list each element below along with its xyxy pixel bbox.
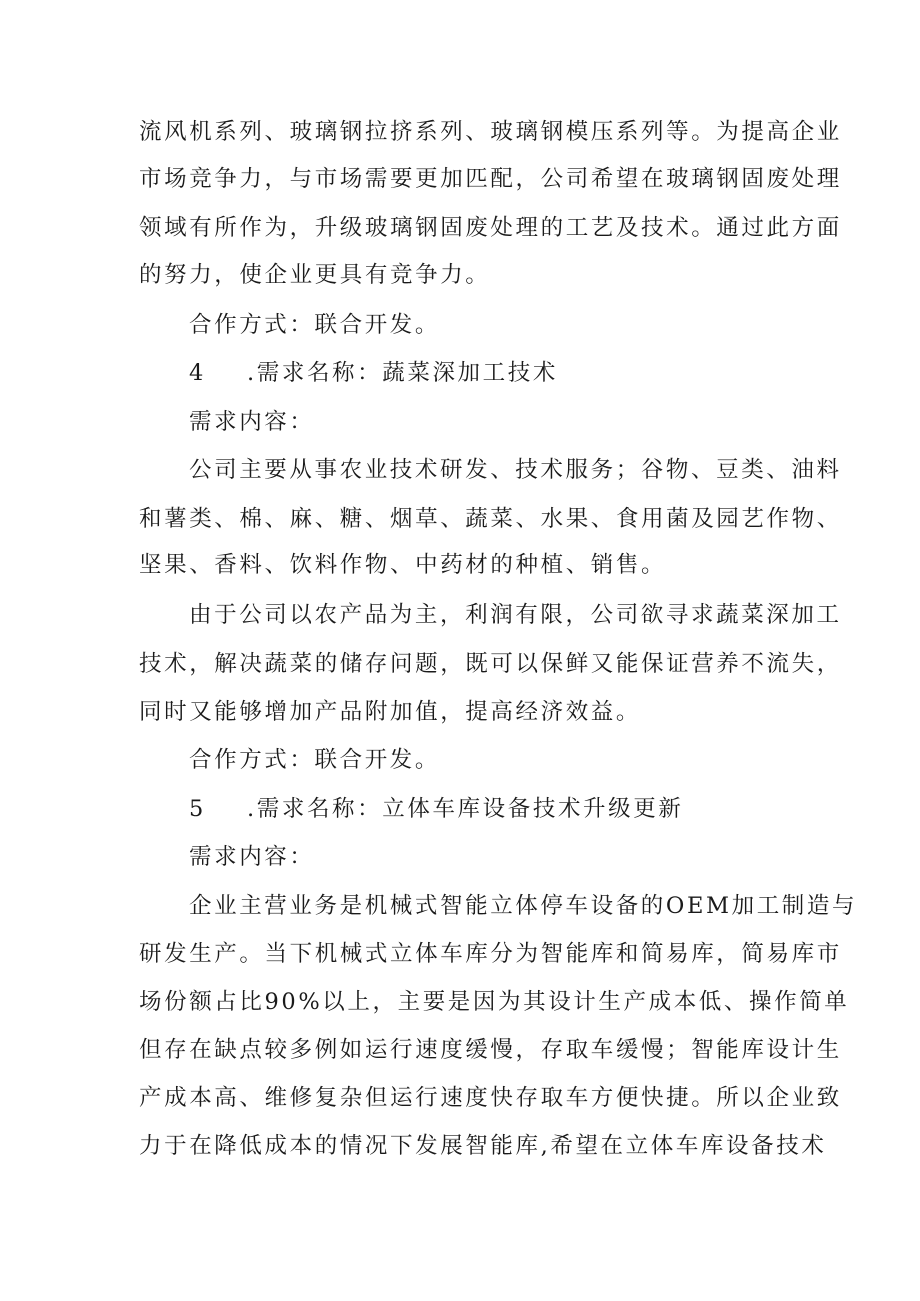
paragraph-line: 流风机系列、玻璃钢拉挤系列、玻璃钢模压系列等。为提高企业 bbox=[139, 119, 842, 145]
paragraph-line: 和薯类、棉、麻、糖、烟草、蔬菜、水果、食用菌及园艺作物、 bbox=[139, 506, 842, 532]
paragraph-line: 市场竞争力，与市场需要更加匹配，公司希望在玻璃钢固废处理 bbox=[139, 166, 842, 192]
demand-heading-5 bbox=[189, 794, 683, 824]
paragraph-line: 研发生产。当下机械式立体车库分为智能库和简易库，简易库市 bbox=[139, 941, 842, 967]
paragraph-line: 公司主要从事农业技术研发、技术服务；谷物、豆类、油料 bbox=[189, 457, 842, 483]
paragraph-line: 坚果、香料、饮料作物、中药材的种植、销售。 bbox=[139, 552, 667, 578]
content-label: 需求内容： bbox=[189, 409, 315, 435]
demand-heading-4 bbox=[189, 358, 558, 388]
paragraph-line: 企业主营业务是机械式智能立体停车设备的OEM加工制造与 bbox=[189, 893, 858, 919]
paragraph-line: 技术，解决蔬菜的储存问题，既可以保鲜又能保证营养不流失， bbox=[139, 651, 842, 677]
paragraph-line: 产成本高、维修复杂但运行速度快存取车方便快捷。所以企业致 bbox=[139, 1085, 842, 1111]
paragraph-line: 但存在缺点较多例如运行速度缓慢，存取车缓慢；智能库设计生 bbox=[139, 1037, 842, 1063]
demand-number: 4 bbox=[189, 360, 206, 386]
paragraph-line: 同时又能够增加产品附加值，提高经济效益。 bbox=[139, 699, 642, 725]
demand-title: .需求名称：蔬菜深加工技术 bbox=[247, 360, 558, 386]
paragraph-line: 场份额占比90%以上，主要是因为其设计生产成本低、操作简单 bbox=[139, 989, 850, 1015]
demand-title: .需求名称：立体车库设备技术升级更新 bbox=[247, 796, 684, 822]
demand-number: 5 bbox=[189, 796, 206, 822]
paragraph-line: 力于在降低成本的情况下发展智能库,希望在立体车库设备技术 bbox=[139, 1133, 827, 1159]
content-label: 需求内容： bbox=[189, 844, 315, 870]
cooperation-mode: 合作方式：联合开发。 bbox=[189, 747, 441, 773]
paragraph-line: 的努力，使企业更具有竞争力。 bbox=[139, 262, 491, 288]
paragraph-line: 由于公司以农产品为主，利润有限，公司欲寻求蔬菜深加工 bbox=[189, 602, 842, 628]
paragraph-line: 领域有所作为，升级玻璃钢固废处理的工艺及技术。通过此方面 bbox=[139, 215, 842, 241]
cooperation-mode: 合作方式：联合开发。 bbox=[189, 312, 441, 338]
